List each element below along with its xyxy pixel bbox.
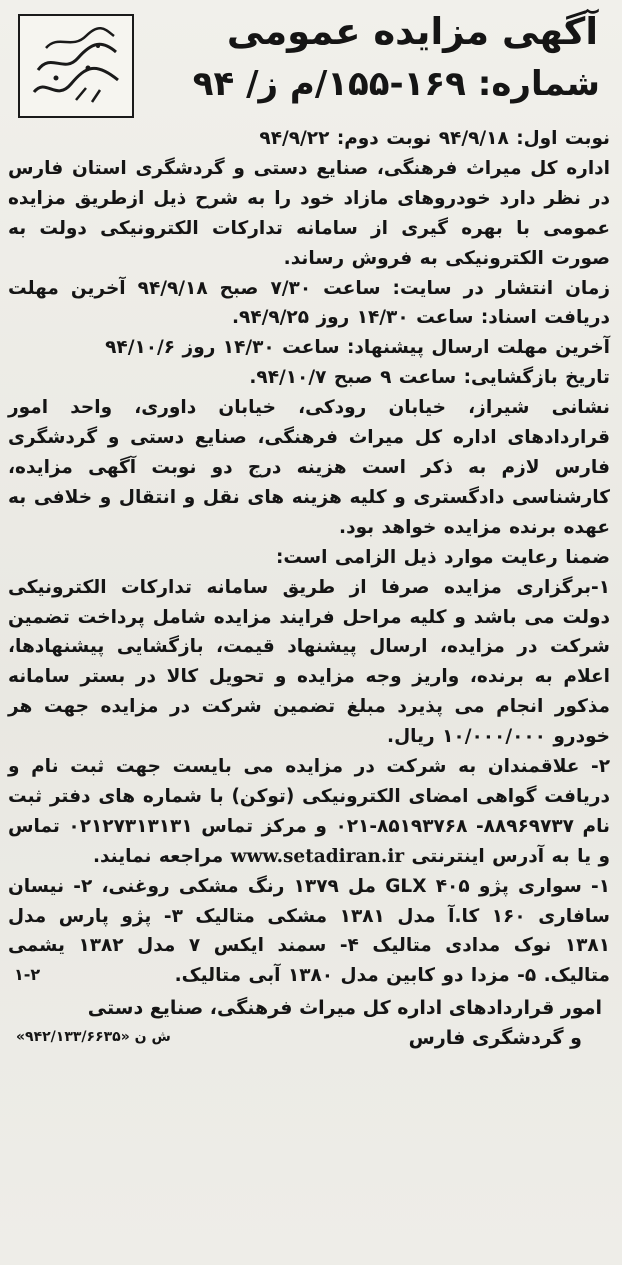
- requirement-item-2-text: ۲- علاقمندان به شرکت در مزایده می بایست جهت ثبت نام و دریافت گواهی امضای الکترونیکی (توکن) با شماره های دفتر ثبت نام ۸۸۹۶۹۷۳۷- ۸۵۱۹۳۷۶۸-۰۲۱ و مرکز تماس ۰۲۱۲۷۳۱۳۱۳۱ تماس و یا به آدرس اینترنتی: [8, 756, 610, 867]
- requirements-heading: ضمنا رعایت موارد ذیل الزامی است:: [275, 546, 610, 568]
- requirement-item-2-end: مراجعه نمایند.: [92, 845, 224, 867]
- intro-paragraph: اداره کل میراث فرهنگی، صنایع دستی و گردشگری استان فارس در نظر دارد خودروهای مازاد خود را به شرح ذیل ازطریق مزایده عمومی با بهره گیری از سامانه تدارکات الکترونیکی دولت به صورت الکترونیکی به فروش رساند.: [8, 157, 610, 269]
- organization-logo: [18, 14, 134, 118]
- requirement-item-2: [8, 752, 610, 872]
- submission-deadline: آخرین مهلت ارسال پیشنهاد: ساعت ۱۴/۳۰ روز ۹۴/۱۰/۶: [105, 337, 610, 359]
- issuer-line-1: امور قراردادهای اداره کل میراث فرهنگی، صنایع دستی: [87, 997, 602, 1020]
- calligraphy-logo-icon: [26, 22, 126, 110]
- publication-rounds: نوبت اول: ۹۴/۹/۱۸ نوبت دوم: ۹۴/۹/۲۲: [259, 128, 610, 149]
- publish-time: زمان انتشار در سایت: ساعت ۷/۳۰ صبح ۹۴/۹/۱۸ آخرین مهلت دریافت اسناد: ساعت ۱۴/۳۰ روز ۹۴/۹/۲۵.: [8, 277, 610, 329]
- notice-number: شماره: ۱۶۹-۱۵۵/م ز/ ۹۴: [192, 64, 600, 104]
- notice-title: آگهی مزایده عمومی: [226, 10, 598, 53]
- footer-ref: ۱-۲: [14, 965, 41, 985]
- notice-header: [8, 6, 612, 124]
- requirement-item-1: ۱-برگزاری مزایده صرفا از طریق سامانه تدارکات الکترونیکی دولت می باشد و کلیه مراحل فرایند مزایده شامل پرداخت تضمین شرکت در مزایده، ارسال پیشنهاد قیمت، بازگشایی پیشنهادها، اعلام به برنده، واریز وجه مزایده و تحویل کالا در بستر سامانه مذکور انجام می پذیرد مبلغ تضمین شرکت در مزایده جهت هر خودرو ۱۰/۰۰۰/۰۰۰ ریال.: [8, 576, 610, 748]
- vehicle-list: ۱- سواری پژو ۴۰۵ GLX مل ۱۳۷۹ رنگ مشکی روغنی، ۲- نیسان سافاری ۱۶۰ کا.آ مدل ۱۳۸۱ مشکی متالیک ۳- پژو پارس مدل ۱۳۸۱ نوک مدادی متالیک ۴- سمند ایکس ۷ مدل ۱۳۸۲ یشمی متالیک. ۵- مزدا دو کابین مدل ۱۳۸۰ آبی متالیک.: [8, 875, 610, 987]
- website-link[interactable]: www.setadiran.ir: [230, 845, 405, 867]
- opening-date: تاریخ بازگشایی: ساعت ۹ صبح ۹۴/۱۰/۷.: [249, 367, 610, 389]
- issuer-line-2: و گردشگری فارس: [408, 1027, 582, 1050]
- notice-body: [8, 124, 612, 991]
- address-paragraph: نشانی شیراز، خیابان رودکی، خیابان داوری، واحد امور قراردادهای اداره کل میراث فرهنگی، صنایع دستی و گردشگری فارس لازم به ذکر است هزینه درج دو نوبت آگهی مزایده، کارشناسی دادگستری و کلیه هزینه های نقل و انتقال و خلافی به عهده برنده مزایده خواهد بود.: [8, 397, 610, 538]
- notice-footer: [8, 965, 612, 1071]
- print-code: «۹۴۲/۱۳۳/۶۶۳۵» ش ن: [16, 1029, 171, 1046]
